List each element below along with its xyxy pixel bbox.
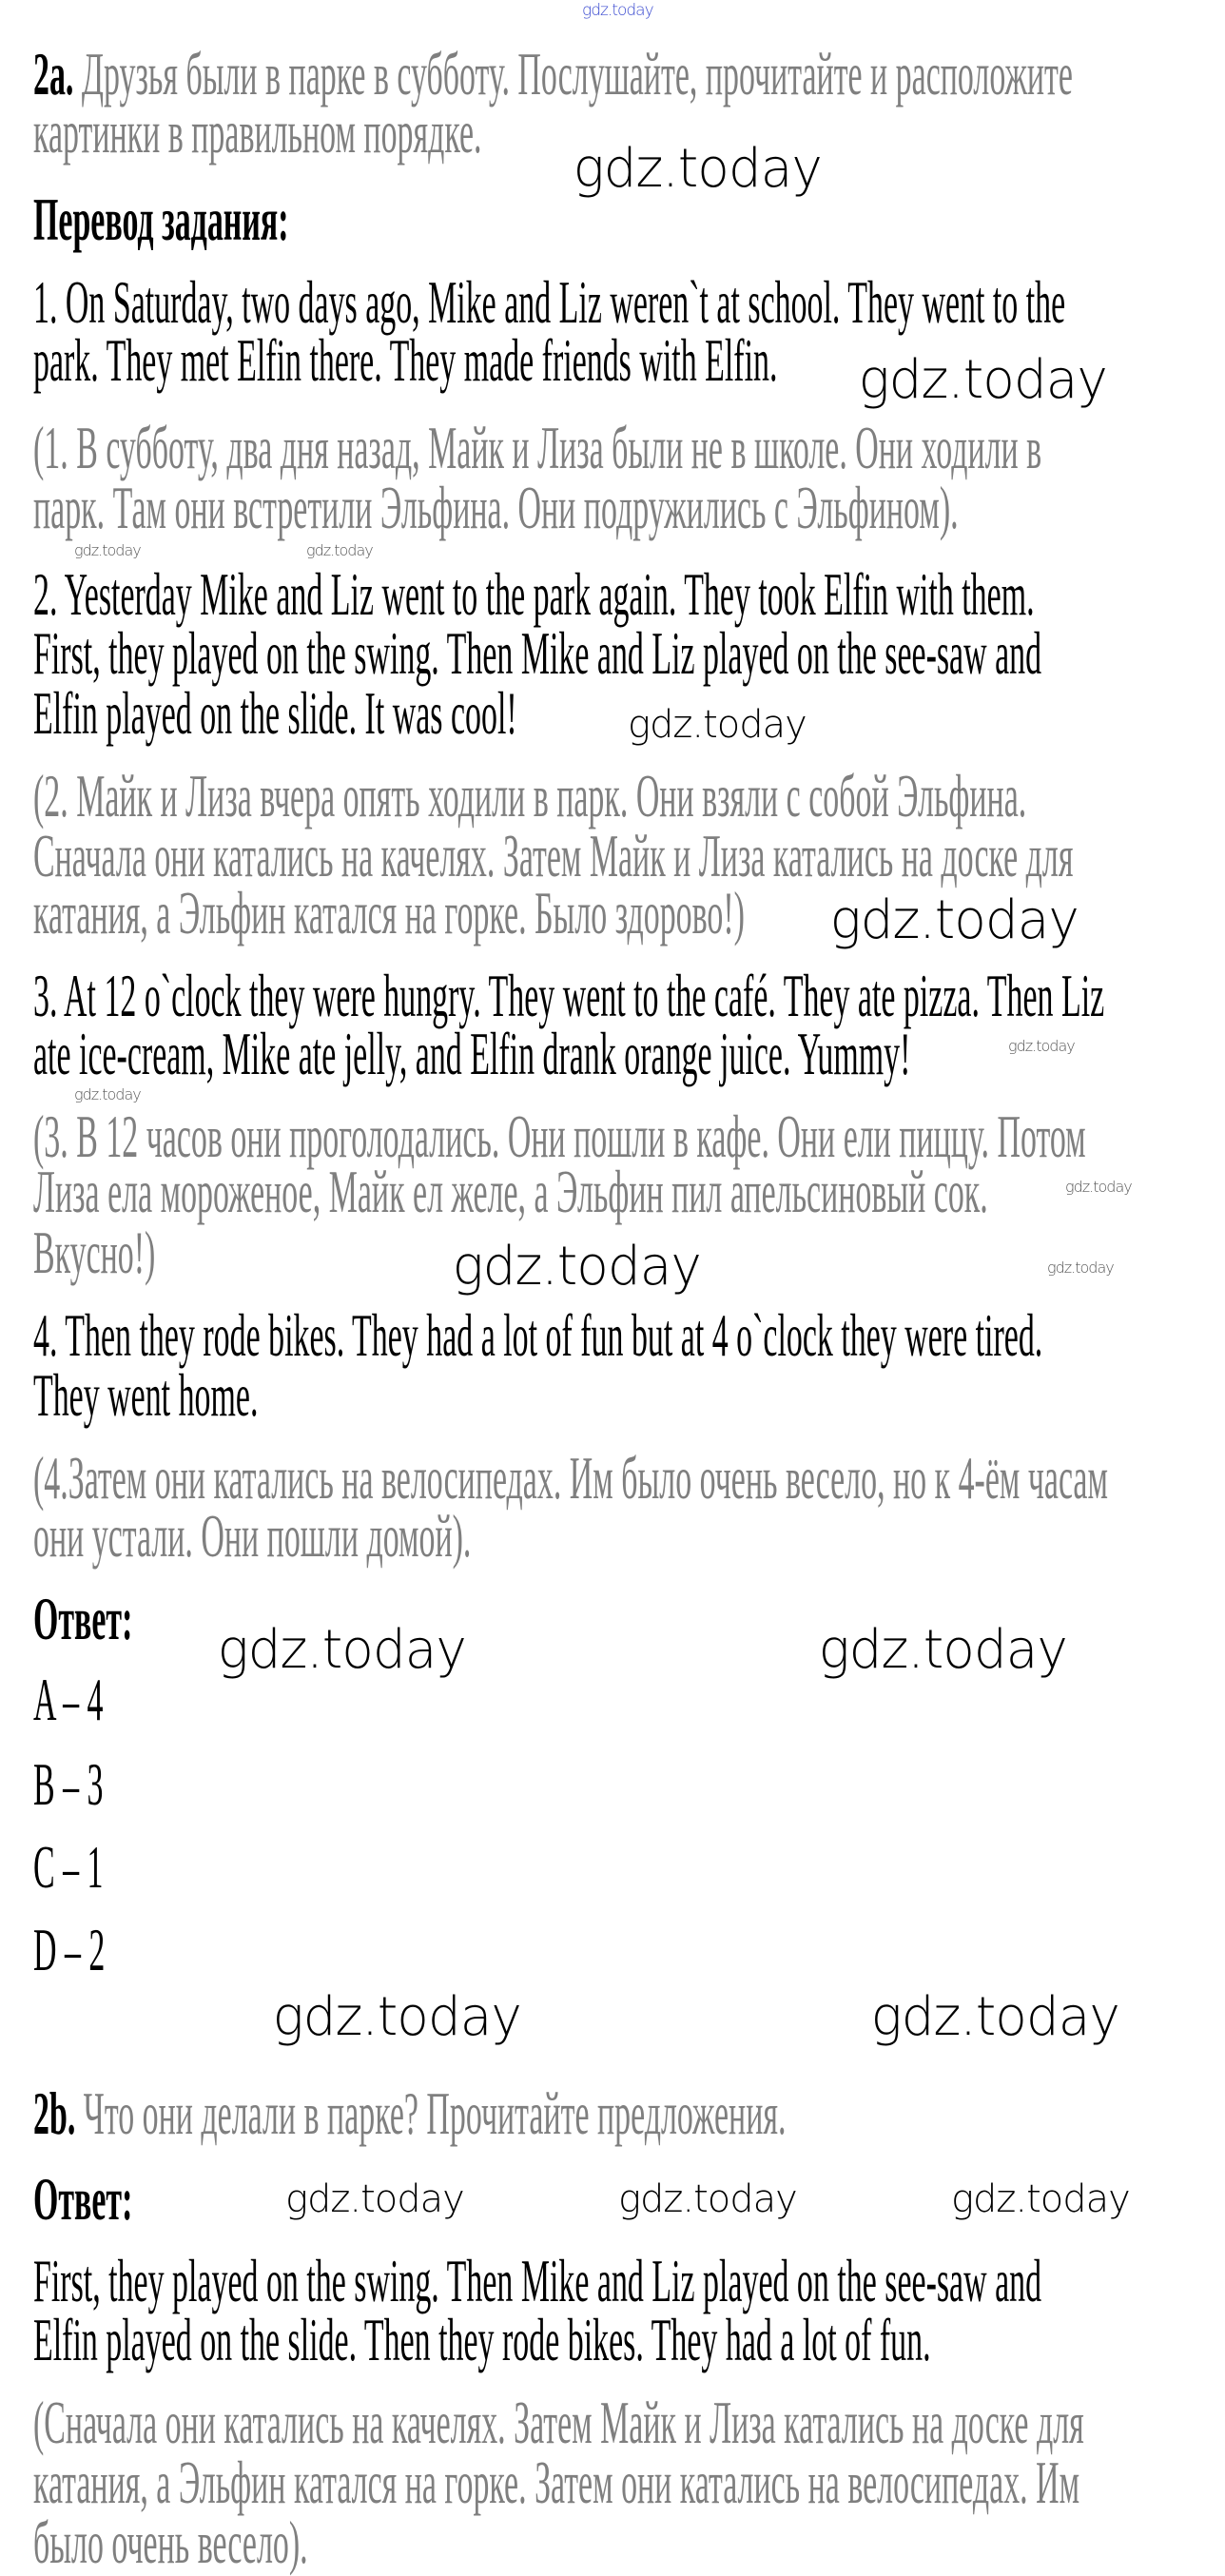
task-2b-instruction — [33, 2079, 787, 2147]
answer-item: A – 4 — [33, 1666, 104, 1733]
paragraph-ru: парк. Там они встретили Эльфина. Они подружились с Эльфином). — [33, 474, 959, 541]
instruction-text: картинки в правильном порядке. — [33, 98, 482, 166]
watermark: gdz.today — [272, 1986, 521, 2048]
paragraph-en: ate ice-cream, Mike ate jelly, and Elfin drank orange juice. Yummy! — [33, 1020, 911, 1087]
answer-item: B – 3 — [33, 1750, 104, 1818]
paragraph-ru: (2. Майк и Лиза вчера опять ходили в парк. Они взяли с собой Эльфина. — [33, 762, 1027, 829]
watermark: gdz.today — [858, 349, 1107, 411]
paragraph-ru: Сначала они катались на качелях. Затем Майк и Лиза катались на доске для — [33, 822, 1074, 889]
watermark: gdz.today — [452, 1236, 701, 1298]
answer-ru: катания, а Эльфин катался на горке. Затем они катались на велосипедах. Им — [33, 2449, 1080, 2516]
paragraph-ru: (3. В 12 часов они проголодались. Они пошли в кафе. Они ели пиццу. Потом — [33, 1103, 1086, 1170]
task-number: 2a. — [33, 40, 74, 107]
watermark: gdz.today — [1065, 1178, 1132, 1196]
task-2a-instruction — [33, 40, 1073, 107]
watermark: gdz.today — [285, 2177, 464, 2221]
paragraph-ru: катания, а Эльфин катался на горке. Было здорово!) — [33, 879, 745, 946]
watermark: gdz.today — [951, 2177, 1130, 2221]
answer-heading: Ответ: — [33, 1585, 133, 1652]
translation-heading: Перевод задания: — [33, 185, 289, 253]
watermark: gdz.today — [306, 541, 373, 559]
answer-en: First, they played on the swing. Then Mike and Liz played on the see-saw and — [33, 2247, 1042, 2314]
paragraph-en: 3. At 12 o`clock they were hungry. They went to the café. They ate pizza. Then Liz — [33, 962, 1105, 1029]
paragraph-en: Elfin played on the slide. It was cool! — [33, 679, 517, 747]
paragraph-en: 4. Then they rode bikes. They had a lot of fun but at 4 o`clock they were tired. — [33, 1301, 1043, 1369]
answer-ru: (Сначала они катались на качелях. Затем Майк и Лиза катались на доске для — [33, 2389, 1084, 2456]
answer-heading: Ответ: — [33, 2165, 133, 2233]
answer-item: D – 2 — [33, 1916, 106, 1983]
watermark: gdz.today — [628, 703, 807, 747]
answer-en: Elfin played on the slide. Then they rode bikes. They had a lot of fun. — [33, 2306, 931, 2373]
watermark: gdz.today — [1047, 1259, 1114, 1277]
watermark: gdz.today — [582, 1, 653, 20]
watermark: gdz.today — [573, 138, 822, 200]
answer-ru: было очень весело). — [33, 2508, 308, 2576]
watermark: gdz.today — [618, 2177, 797, 2221]
watermark: gdz.today — [870, 1986, 1119, 2048]
watermark: gdz.today — [1008, 1037, 1075, 1055]
paragraph-en: They went home. — [33, 1361, 259, 1429]
watermark: gdz.today — [217, 1619, 466, 1681]
instruction-text: Что они делали в парке? Прочитайте предложения. — [83, 2079, 787, 2147]
paragraph-en: park. They met Elfin there. They made friends with Elfin. — [33, 326, 778, 394]
paragraph-ru: (1. В субботу, два дня назад, Майк и Лиза были не в школе. Они ходили в — [33, 414, 1042, 481]
paragraph-ru: они устали. Они пошли домой). — [33, 1502, 472, 1570]
paragraph-ru: (4.Затем они катались на велосипедах. Им было очень весело, но к 4-ём часам — [33, 1444, 1108, 1512]
answer-item: C – 1 — [33, 1833, 104, 1901]
watermark: gdz.today — [829, 889, 1079, 951]
watermark: gdz.today — [818, 1619, 1067, 1681]
instruction-text: Друзья были в парке в субботу. Послушайте, прочитайте и расположите — [81, 40, 1073, 107]
watermark: gdz.today — [74, 1085, 141, 1103]
paragraph-ru: Лиза ела мороженое, Майк ел желе, а Эльфин пил апельсиновый сок. — [33, 1158, 988, 1225]
paragraph-en: First, they played on the swing. Then Mike and Liz played on the see-saw and — [33, 619, 1042, 687]
paragraph-en: 1. On Saturday, two days ago, Mike and Liz weren`t at school. They went to the — [33, 268, 1066, 336]
paragraph-ru: Вкусно!) — [33, 1219, 156, 1286]
task-number: 2b. — [33, 2079, 76, 2147]
paragraph-en: 2. Yesterday Mike and Liz went to the park again. They took Elfin with them. — [33, 560, 1035, 628]
watermark: gdz.today — [74, 541, 141, 559]
